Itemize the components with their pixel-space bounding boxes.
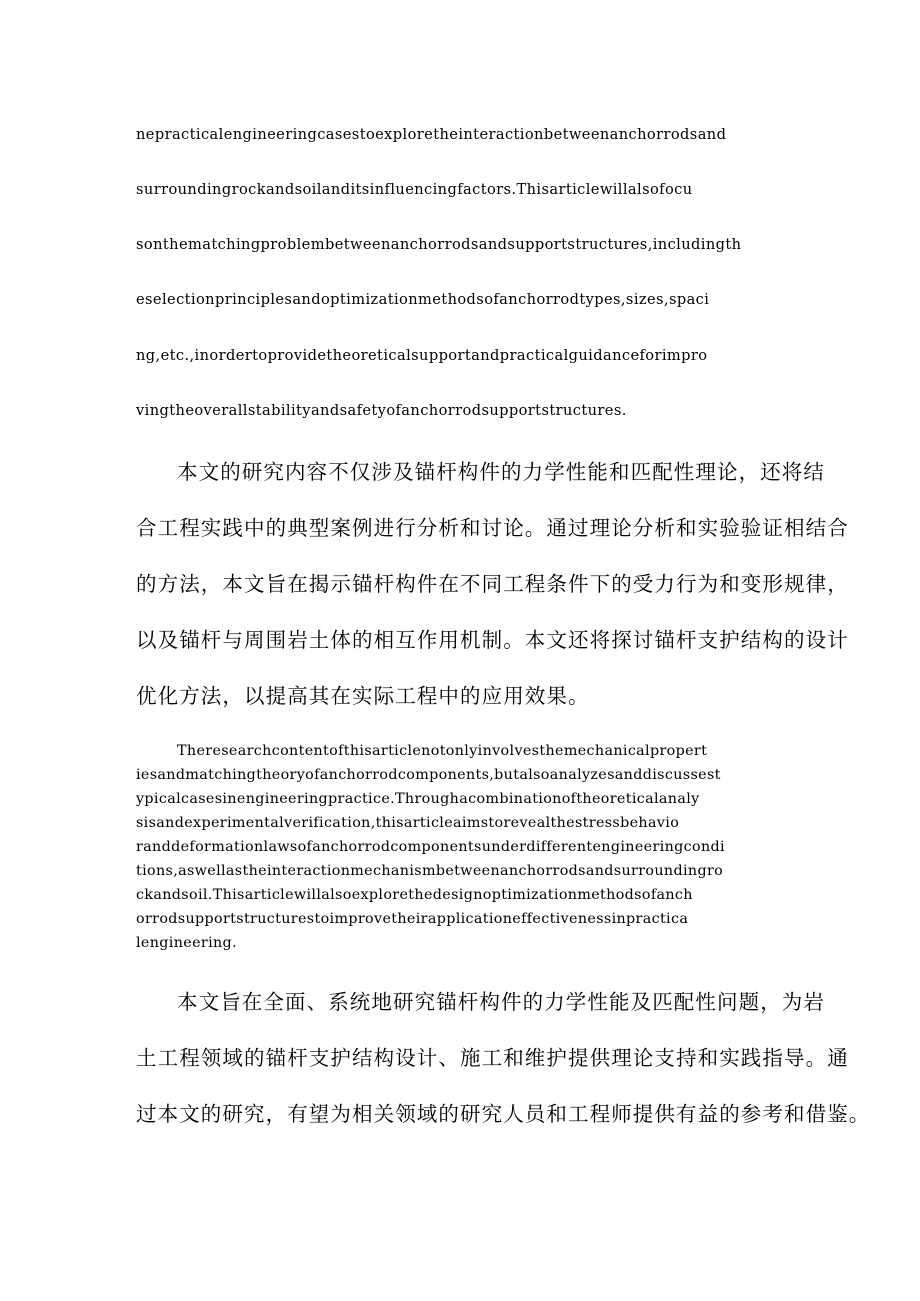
- text-line: sisandexperimentalverification,thisarticleaimstorevealthestressbehavio: [136, 815, 680, 831]
- text-line: 本文的研究内容不仅涉及锚杆构件的力学性能和匹配性理论，还将结: [177, 460, 825, 484]
- text-line: sonthematchingproblembetweenanchorrodsandsupportstructures,includingth: [136, 236, 742, 253]
- text-line: ypicalcasesinengineeringpractice.Throughacombinationoftheoreticalanaly: [136, 791, 700, 807]
- text-line: surroundingrockandsoilanditsinfluencingfactors.Thisarticlewillalsofocu: [136, 181, 693, 198]
- text-line: Theresearchcontentofthisarticlenotonlyinvolvesthemechanicalpropert: [177, 743, 708, 759]
- text-line: randdeformationlawsofanchorrodcomponentsunderdifferentengineeringcondi: [136, 839, 725, 855]
- text-line: lengineering.: [136, 935, 237, 951]
- text-line: 合工程实践中的典型案例进行分析和讨论。通过理论分析和实验验证相结合: [136, 516, 849, 540]
- text-line: iesandmatchingtheoryofanchorrodcomponents,butalsoanalyzesanddiscussest: [136, 767, 721, 783]
- text-line: ng,etc.,inordertoprovidetheoreticalsupportandpracticalguidanceforimpro: [136, 347, 708, 364]
- text-line: orrodsupportstructurestoimprovetheirapplicationeffectivenessinpractica: [136, 911, 689, 927]
- text-line: vingtheoverallstabilityandsafetyofanchorrodsupportstructures.: [136, 402, 627, 419]
- text-line: 过本文的研究，有望为相关领域的研究人员和工程师提供有益的参考和借鉴。: [136, 1102, 871, 1126]
- text-line: 优化方法，以提高其在实际工程中的应用效果。: [136, 684, 590, 708]
- text-line: ckandsoil.Thisarticlewillalsoexplorethedesignoptimizationmethodsofanch: [136, 887, 693, 903]
- text-line: 土工程领域的锚杆支护结构设计、施工和维护提供理论支持和实践指导。通: [136, 1046, 849, 1070]
- text-line: eselectionprinciplesandoptimizationmethodsofanchorrodtypes,sizes,spaci: [136, 291, 710, 308]
- text-line: nepracticalengineeringcasestoexploretheinteractionbetweenanchorrodsand: [136, 126, 727, 143]
- text-line: 本文旨在全面、系统地研究锚杆构件的力学性能及匹配性问题，为岩: [177, 990, 825, 1014]
- text-line: 以及锚杆与周围岩土体的相互作用机制。本文还将探讨锚杆支护结构的设计: [136, 628, 849, 652]
- text-line: tions,aswellastheinteractionmechanismbetweenanchorrodsandsurroundingro: [136, 863, 724, 879]
- text-line: 的方法，本文旨在揭示锚杆构件在不同工程条件下的受力行为和变形规律，: [136, 572, 849, 596]
